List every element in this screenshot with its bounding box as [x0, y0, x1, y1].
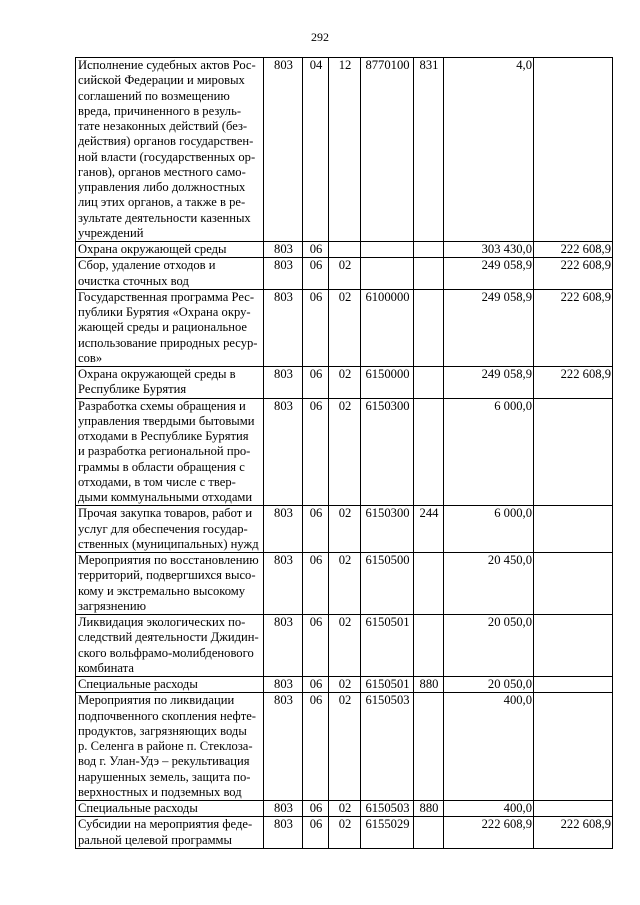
section-code-cell: 06 — [303, 506, 329, 553]
item-name-cell: Ликвидация экологических по- следствий деятельности Джидин- ского вольфрамо-молибденового комбината — [76, 615, 264, 677]
expense-type-cell — [414, 693, 444, 801]
section-code-cell: 06 — [303, 817, 329, 849]
federal-amount-cell — [534, 677, 613, 693]
subsection-code-cell: 02 — [329, 677, 361, 693]
table-row — [76, 258, 613, 290]
ministry-code-cell: 803 — [264, 693, 303, 801]
section-code-cell: 06 — [303, 258, 329, 290]
expense-type-cell — [414, 553, 444, 615]
ministry-code-cell: 803 — [264, 615, 303, 677]
ministry-code-cell: 803 — [264, 398, 303, 506]
item-name-cell: Специальные расходы — [76, 677, 264, 693]
expense-type-cell — [414, 258, 444, 290]
subsection-code-cell: 02 — [329, 398, 361, 506]
table-row — [76, 615, 613, 677]
target-article-cell: 6155029 — [361, 817, 414, 849]
expense-type-cell: 880 — [414, 801, 444, 817]
expense-type-cell: 880 — [414, 677, 444, 693]
table-row — [76, 58, 613, 242]
table-row — [76, 553, 613, 615]
item-name-cell: Охрана окружающей среды — [76, 242, 264, 258]
federal-amount-cell: 222 608,9 — [534, 817, 613, 849]
amount-cell: 249 058,9 — [444, 289, 534, 366]
target-article-cell: 6150501 — [361, 677, 414, 693]
ministry-code-cell: 803 — [264, 677, 303, 693]
section-code-cell: 06 — [303, 367, 329, 399]
expense-type-cell — [414, 289, 444, 366]
federal-amount-cell — [534, 693, 613, 801]
section-code-cell: 04 — [303, 58, 329, 242]
item-name-cell: Прочая закупка товаров, работ и услуг для обеспечения государ- ственных (муниципальных) нужд — [76, 506, 264, 553]
item-name-cell: Мероприятия по ликвидации подпочвенного скопления нефте- продуктов, загрязняющих воды р. Селенга в районе п. Стеклоза- вод г. Улан-Удэ – рекультивация нарушенных земель, защита по- верхностных и подземных вод — [76, 693, 264, 801]
federal-amount-cell — [534, 58, 613, 242]
item-name-cell: Исполнение судебных актов Рос- сийской Федерации и мировых соглашений по возмещению вреда, причиненного в резуль- тате незаконных действий (без- действия) органов государствен- ной власти (государственных ор- ганов), органов местного само- управления либо должностных лиц этих органов, а также в ре- зультате деятельности казенных учреждений — [76, 58, 264, 242]
section-code-cell: 06 — [303, 398, 329, 506]
target-article-cell: 6150300 — [361, 398, 414, 506]
amount-cell: 303 430,0 — [444, 242, 534, 258]
item-name-cell: Специальные расходы — [76, 801, 264, 817]
ministry-code-cell: 803 — [264, 258, 303, 290]
target-article-cell: 6150501 — [361, 615, 414, 677]
expense-type-cell — [414, 367, 444, 399]
expense-type-cell — [414, 817, 444, 849]
section-code-cell: 06 — [303, 615, 329, 677]
target-article-cell — [361, 242, 414, 258]
item-name-cell: Разработка схемы обращения и управления твердыми бытовыми отходами в Республике Бурятия и разработка региональной про- граммы в области обращения с отходами, в том числе с твер- дыми коммунальными отходами — [76, 398, 264, 506]
subsection-code-cell: 02 — [329, 693, 361, 801]
subsection-code-cell: 02 — [329, 615, 361, 677]
amount-cell: 249 058,9 — [444, 367, 534, 399]
federal-amount-cell — [534, 553, 613, 615]
table-row — [76, 801, 613, 817]
subsection-code-cell: 02 — [329, 506, 361, 553]
subsection-code-cell: 02 — [329, 817, 361, 849]
subsection-code-cell: 02 — [329, 258, 361, 290]
ministry-code-cell: 803 — [264, 817, 303, 849]
amount-cell: 20 050,0 — [444, 615, 534, 677]
subsection-code-cell: 02 — [329, 367, 361, 399]
target-article-cell: 6150300 — [361, 506, 414, 553]
federal-amount-cell: 222 608,9 — [534, 242, 613, 258]
target-article-cell: 6100000 — [361, 289, 414, 366]
ministry-code-cell: 803 — [264, 367, 303, 399]
ministry-code-cell: 803 — [264, 553, 303, 615]
target-article-cell — [361, 258, 414, 290]
budget-table — [75, 57, 613, 849]
amount-cell: 222 608,9 — [444, 817, 534, 849]
table-row — [76, 677, 613, 693]
target-article-cell: 6150000 — [361, 367, 414, 399]
table-row — [76, 367, 613, 399]
item-name-cell: Мероприятия по восстановлению территорий, подвергшихся высо- кому и экстремально высокому загрязнению — [76, 553, 264, 615]
ministry-code-cell: 803 — [264, 506, 303, 553]
section-code-cell: 06 — [303, 801, 329, 817]
amount-cell: 20 050,0 — [444, 677, 534, 693]
section-code-cell: 06 — [303, 242, 329, 258]
section-code-cell: 06 — [303, 289, 329, 366]
amount-cell: 4,0 — [444, 58, 534, 242]
expense-type-cell — [414, 615, 444, 677]
expense-type-cell: 831 — [414, 58, 444, 242]
ministry-code-cell: 803 — [264, 801, 303, 817]
item-name-cell: Охрана окружающей среды в Республике Бурятия — [76, 367, 264, 399]
expense-type-cell — [414, 398, 444, 506]
amount-cell: 249 058,9 — [444, 258, 534, 290]
page-number: 292 — [311, 30, 329, 44]
target-article-cell: 6150500 — [361, 553, 414, 615]
amount-cell: 400,0 — [444, 693, 534, 801]
table-row — [76, 289, 613, 366]
table-row — [76, 242, 613, 258]
section-code-cell: 06 — [303, 677, 329, 693]
table-row — [76, 398, 613, 506]
expense-type-cell: 244 — [414, 506, 444, 553]
federal-amount-cell: 222 608,9 — [534, 367, 613, 399]
item-name-cell: Сбор, удаление отходов и очистка сточных вод — [76, 258, 264, 290]
subsection-code-cell: 02 — [329, 289, 361, 366]
federal-amount-cell: 222 608,9 — [534, 289, 613, 366]
expense-type-cell — [414, 242, 444, 258]
federal-amount-cell — [534, 398, 613, 506]
section-code-cell: 06 — [303, 553, 329, 615]
table-row — [76, 506, 613, 553]
federal-amount-cell: 222 608,9 — [534, 258, 613, 290]
subsection-code-cell: 12 — [329, 58, 361, 242]
amount-cell: 20 450,0 — [444, 553, 534, 615]
federal-amount-cell — [534, 506, 613, 553]
amount-cell: 6 000,0 — [444, 506, 534, 553]
federal-amount-cell — [534, 801, 613, 817]
table-row — [76, 817, 613, 849]
item-name-cell: Государственная программа Рес- публики Бурятия «Охрана окру- жающей среды и рациональное использование природных ресур- сов» — [76, 289, 264, 366]
amount-cell: 6 000,0 — [444, 398, 534, 506]
amount-cell: 400,0 — [444, 801, 534, 817]
table-row — [76, 693, 613, 801]
subsection-code-cell: 02 — [329, 801, 361, 817]
ministry-code-cell: 803 — [264, 242, 303, 258]
section-code-cell: 06 — [303, 693, 329, 801]
ministry-code-cell: 803 — [264, 58, 303, 242]
subsection-code-cell — [329, 242, 361, 258]
subsection-code-cell: 02 — [329, 553, 361, 615]
target-article-cell: 6150503 — [361, 693, 414, 801]
item-name-cell: Субсидии на мероприятия феде- ральной целевой программы — [76, 817, 264, 849]
target-article-cell: 8770100 — [361, 58, 414, 242]
ministry-code-cell: 803 — [264, 289, 303, 366]
target-article-cell: 6150503 — [361, 801, 414, 817]
federal-amount-cell — [534, 615, 613, 677]
